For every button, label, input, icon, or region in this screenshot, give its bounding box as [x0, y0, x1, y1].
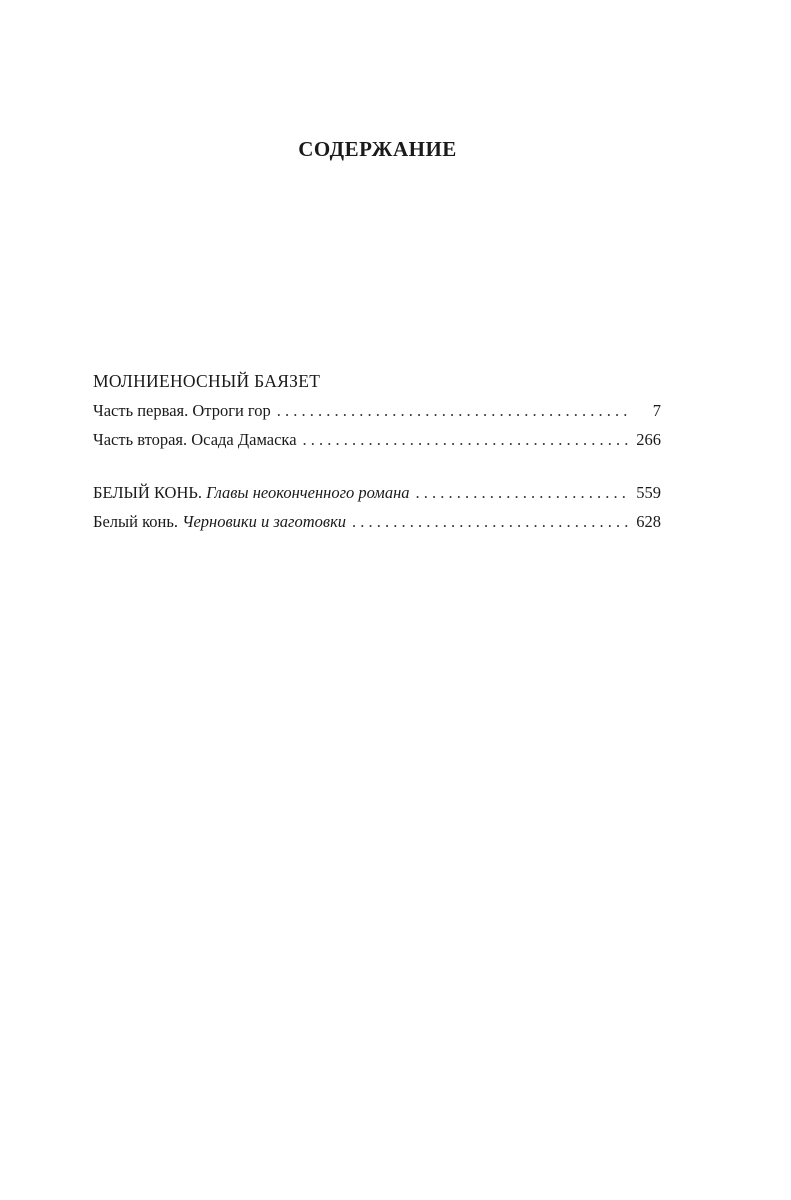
toc-entry-subtitle: Главы неоконченного романа — [206, 483, 410, 502]
toc-entry-subtitle: Черновики и заготовки — [182, 512, 347, 531]
toc-entry[interactable] — [93, 507, 661, 536]
toc-entry-page: 7 — [652, 401, 661, 420]
toc-entry[interactable] — [93, 478, 661, 507]
toc-entry-title: БЕЛЫЙ КОНЬ. — [93, 483, 207, 502]
toc-entry[interactable] — [93, 396, 661, 425]
table-of-contents — [93, 366, 661, 536]
toc-entry-label: Часть первая. Отроги гор — [93, 401, 271, 420]
dot-leader — [277, 396, 629, 425]
page-title: СОДЕРЖАНИЕ — [298, 137, 457, 161]
dot-leader — [416, 478, 629, 507]
toc-entry-page: 266 — [636, 430, 661, 449]
dot-leader — [303, 425, 629, 454]
toc-entry-page: 559 — [636, 483, 661, 502]
toc-entry-label: Часть вторая. Осада Дамаска — [93, 430, 297, 449]
toc-entry-title: Белый конь. — [93, 512, 183, 531]
toc-entry[interactable] — [93, 425, 661, 454]
dot-leader — [352, 507, 629, 536]
section-heading: МОЛНИЕНОСНЫЙ БАЯЗЕТ — [93, 371, 321, 391]
toc-entry-label — [93, 478, 410, 507]
toc-entry-page: 628 — [636, 512, 661, 531]
section-gap — [93, 454, 661, 478]
toc-entry-label — [93, 507, 346, 536]
